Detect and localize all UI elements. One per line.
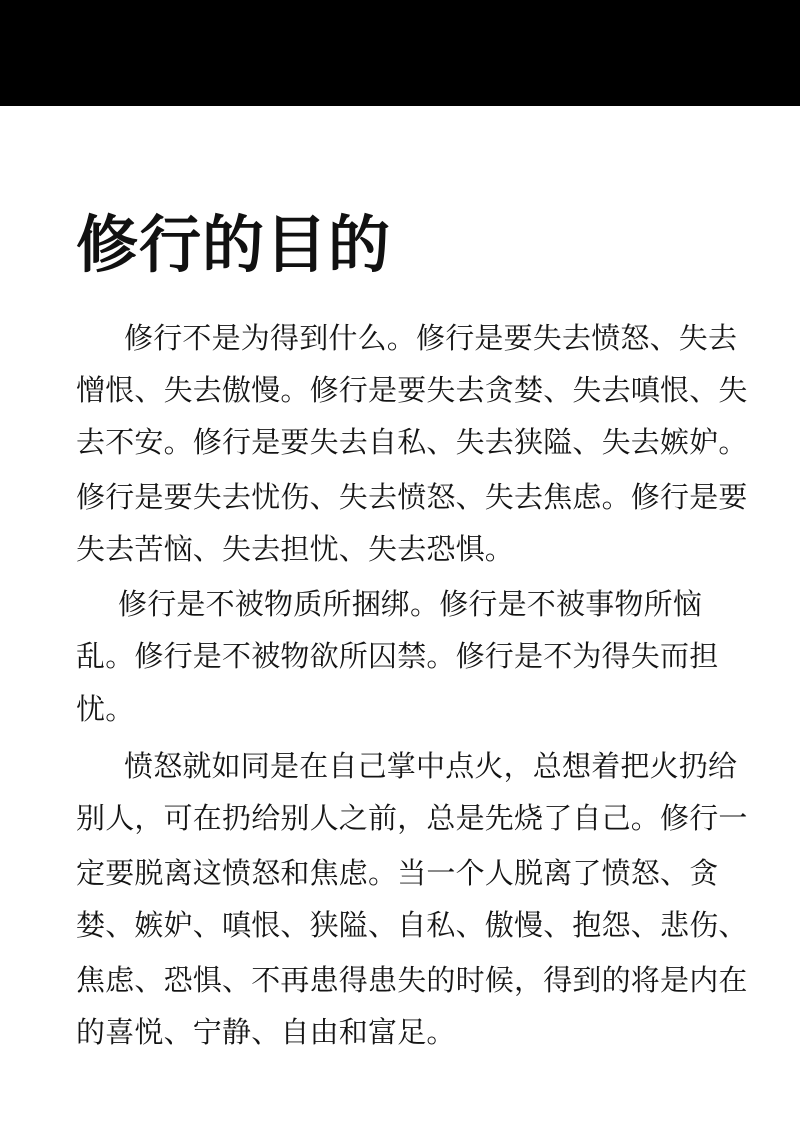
paragraph-1-line-2: 憎恨、失去傲慢。修行是要失去贪婪、失去嗔恨、失 <box>76 373 748 407</box>
paragraph-1-line-4: 修行是要失去忧伤、失去愤怒、失去焦虑。修行是要 <box>76 480 748 514</box>
paragraph-2-line-1: 修行是不被物质所捆绑。修行是不被事物所恼 <box>118 587 703 621</box>
top-black-bar <box>0 0 800 106</box>
page-title: 修行的目的 <box>76 208 392 281</box>
paragraph-3-line-4: 婪、嫉妒、嗔恨、狭隘、自私、傲慢、抱怨、悲伤、 <box>76 908 748 942</box>
paragraph-3-line-1: 愤怒就如同是在自己掌中点火，总想着把火扔给 <box>124 749 738 783</box>
paragraph-1-line-1: 修行不是为得到什么。修行是要失去愤怒、失去 <box>124 321 738 355</box>
paragraph-3-line-3: 定要脱离这愤怒和焦虑。当一个人脱离了愤怒、贪 <box>76 856 719 890</box>
paragraph-3-line-5: 焦虑、恐惧、不再患得患失的时候，得到的将是内在 <box>76 963 748 997</box>
paragraph-1-line-3: 去不安。修行是要失去自私、失去狭隘、失去嫉妒。 <box>76 425 748 459</box>
paragraph-1-line-5: 失去苦恼、失去担忧、失去恐惧。 <box>76 532 515 566</box>
paragraph-2-line-2: 乱。修行是不被物欲所囚禁。修行是不为得失而担 <box>76 639 719 673</box>
paragraph-3-line-2: 别人，可在扔给别人之前，总是先烧了自己。修行一 <box>76 801 748 835</box>
paragraph-3-line-6: 的喜悦、宁静、自由和富足。 <box>76 1015 456 1049</box>
paragraph-2-line-3: 忧。 <box>76 692 135 726</box>
